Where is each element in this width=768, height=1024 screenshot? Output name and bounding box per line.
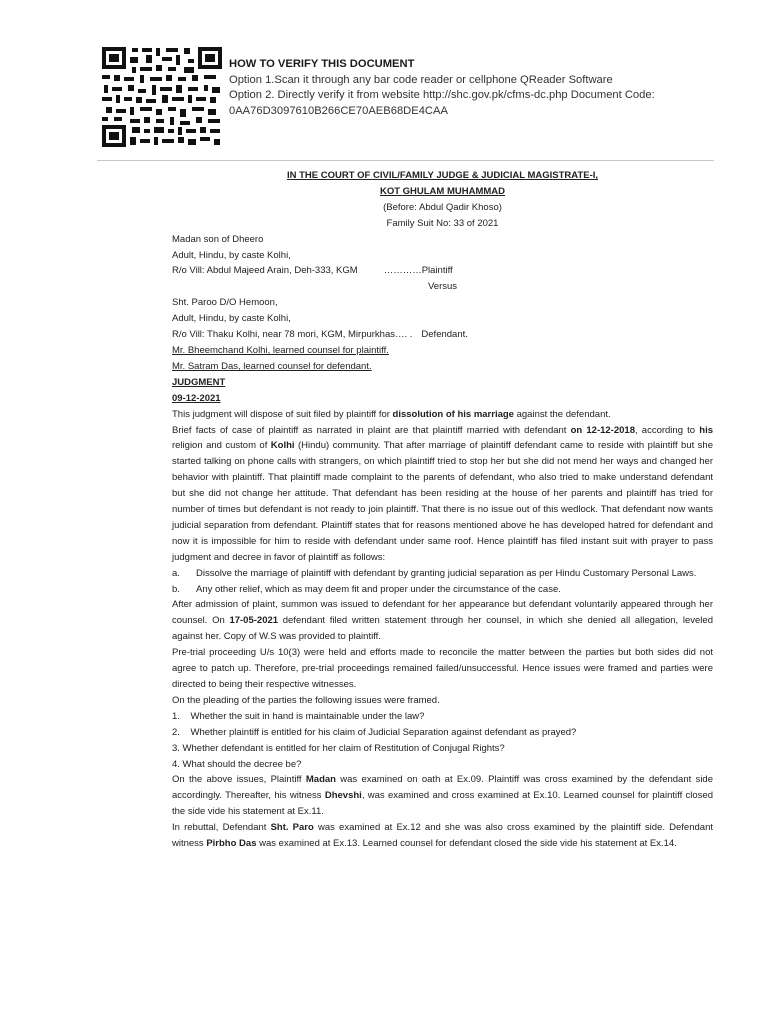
judgment-date: 09-12-2021 (172, 392, 221, 404)
paragraph-evidence-defendant: In rebuttal, Defendant Sht. Paro was examined at Ex.12 and she was also cross examined by the plaintiff side. Defendant witness Pirbho Das was examined at Ex.13. Learned counsel for defendant closed the side vide his statement at Ex.14. (172, 822, 713, 850)
judgment-document (172, 168, 713, 852)
verification-option-2: Option 2. Directly verify it from website http://shc.gov.pk/cfms-dc.php Document Code: (229, 89, 655, 101)
plaintiff-address: R/o Vill: Abdul Majeed Arain, Deh-333, KGM (172, 265, 358, 277)
court-name-line-1: IN THE COURT OF CIVIL/FAMILY JUDGE & JUDICIAL MAGISTRATE-I, (286, 170, 599, 181)
issue-1: 1. Whether the suit in hand is maintainable under the law? (172, 710, 425, 722)
paragraph-brief-facts: Brief facts of case of plaintiff as narrated in plaint are that plaintiff married with defendant on 12-12-2018, according to his religion and custom of Kolhi (Hindu) community. That after marriage of plaintiff defendant came to reside with plaintiff but she started talking on phone calls with strangers, on which plaintiff tried to stop her but she did not mend her ways and changed her behavior with plaintiff. That plaintiff made complaint to the parents of defendant, who also tried to make understand defendant but she did not change her attitude. That defendant has been residing at the house of her parents and plaintiff has tried for number of times but defendant is not ready to join plaintiff. That there is no issue out of this wedlock. That defendant now wants judicial separation from defendant. Plaintiff states that for reasons mentioned above he has developed hatred for defendant and now it is impossible for him to reside with defendant under same roof. Hence plaintiff has filed instant suit with prayer to pass judgment and decree in favor of plaintiff as follows: (172, 424, 713, 563)
paragraph-admission: After admission of plaint, summon was issued to defendant for her appearance but defendant voluntarily appeared through her counsel. On 17-05-2021 defendant filed written statement through her counsel, in which she denied all allegation, leveled against her. Copy of W.S was provided to plaintiff. (172, 599, 713, 643)
paragraph-evidence-plaintiff: On the above issues, Plaintiff Madan was examined on oath at Ex.09. Plaintiff was cross examined by the defendant side accordingly. Thereafter, his witness Dhevshi, was examined and cross examined at Ex.10. Learned counsel for plaintiff closed the side vide his statement at Ex.11. (172, 774, 713, 818)
verification-option-1: Option 1.Scan it through any bar code reader or cellphone QReader Software (229, 73, 613, 86)
defendant-counsel: Mr. Satram Das, learned counsel for defendant. (172, 360, 372, 372)
defendant-address-row (172, 327, 713, 343)
qr-code-icon (100, 45, 224, 149)
prayer-b: b. Any other relief, which as may deem fit and proper under the circumstance of the case. (172, 583, 561, 595)
suit-number: Family Suit No: 33 of 2021 (386, 217, 499, 229)
header-divider (97, 160, 714, 161)
defendant-role: Defendant. (421, 329, 468, 341)
judgment-heading: JUDGMENT (172, 376, 226, 388)
verification-block (229, 57, 655, 119)
versus: Versus (427, 281, 458, 293)
plaintiff-role: …………Plaintiff (383, 265, 453, 277)
document-code: 0AA76D3097610B266CE70AEB68DE4CAA (229, 104, 448, 117)
presiding-judge: (Before: Abdul Qadir Khoso) (383, 201, 502, 213)
court-name-line-2: KOT GHULAM MUHAMMAD (379, 185, 506, 197)
paragraph-pretrial: Pre-trial proceeding U/s 10(3) were held and efforts made to reconcile the matter between the parties but both sides did not agree to patch up. Therefore, pre-trial proceedings remained failed/unsuccessful. Hence issues were framed and parties were directed to being their respective witnesses. (172, 647, 713, 690)
plaintiff-counsel: Mr. Bheemchand Kolhi, learned counsel for plaintiff. (172, 344, 389, 356)
paragraph-1: This judgment will dispose of suit filed by plaintiff for dissolution of his marriage against the defendant. (172, 408, 611, 420)
prayer-a: a. Dissolve the marriage of plaintiff with defendant by granting judicial separation as per Hindu Customary Personal Laws. (172, 567, 697, 579)
verification-title: HOW TO VERIFY THIS DOCUMENT (229, 58, 415, 70)
plaintiff-address-row (172, 263, 713, 279)
issue-4: 4. What should the decree be? (172, 758, 302, 770)
defendant-description: Adult, Hindu, by caste Kolhi, (172, 313, 291, 325)
plaintiff-name: Madan son of Dheero (172, 233, 264, 245)
paragraph-issues-intro: On the pleading of the parties the following issues were framed. (172, 694, 440, 706)
defendant-name: Sht. Paroo D/O Hemoon, (172, 297, 278, 309)
issue-3: 3. Whether defendant is entitled for her claim of Restitution of Conjugal Rights? (172, 742, 505, 754)
plaintiff-description: Adult, Hindu, by caste Kolhi, (172, 249, 291, 261)
defendant-address: R/o Vill: Thaku Kolhi, near 78 mori, KGM, Mirpurkhas…. . (172, 329, 413, 341)
issue-2: 2. Whether plaintiff is entitled for his claim of Judicial Separation against defendant as prayed? (172, 726, 577, 738)
